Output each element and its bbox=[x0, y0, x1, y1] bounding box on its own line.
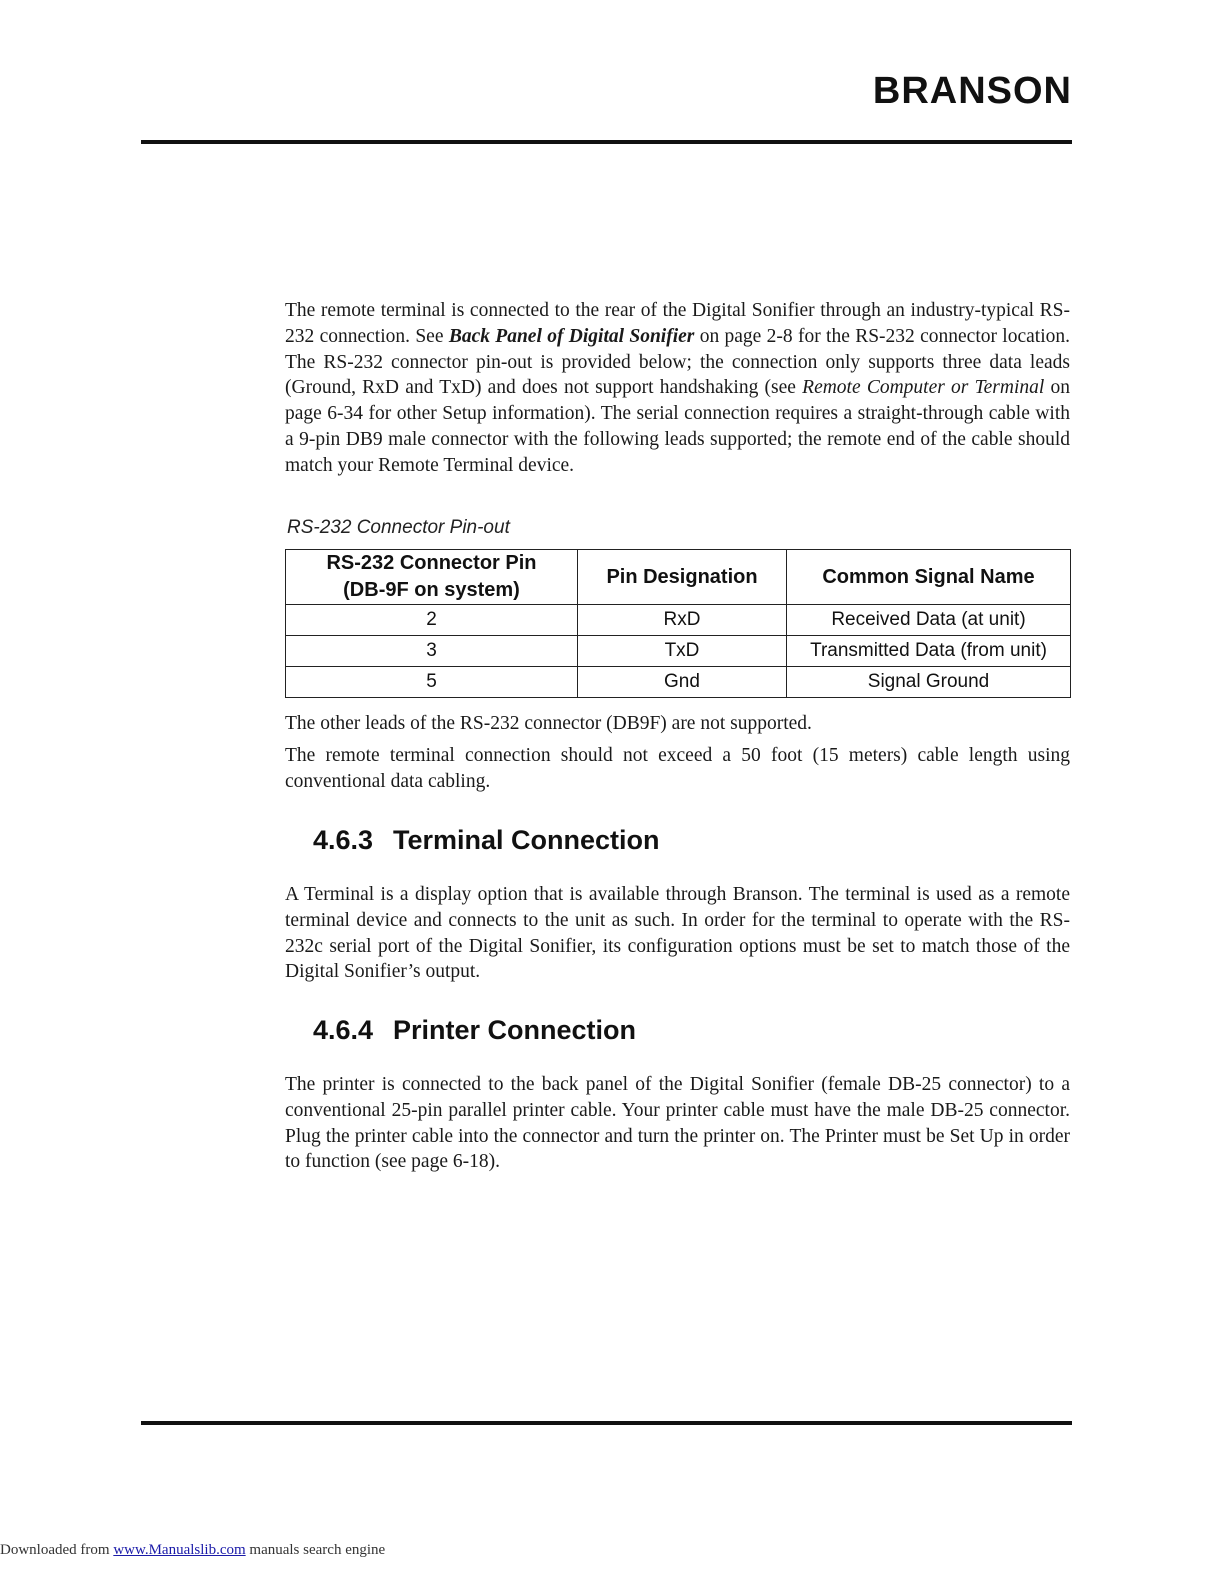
header-connector-pin bbox=[286, 550, 578, 605]
printer-section bbox=[285, 1072, 1070, 1175]
section-heading-terminal bbox=[313, 825, 660, 856]
table-row bbox=[286, 605, 1071, 636]
cell-signal: Signal Ground bbox=[787, 667, 1071, 698]
section-number: 4.6.4 bbox=[313, 1015, 374, 1045]
terminal-section bbox=[285, 882, 1070, 985]
footer-prefix: Downloaded from bbox=[0, 1542, 114, 1558]
remote-terminal-reference: Remote Computer or Terminal bbox=[802, 377, 1045, 399]
unsupported-leads-note: The other leads of the RS-232 connector (DB9F) are not supported. bbox=[285, 713, 812, 734]
intro-paragraph bbox=[285, 298, 1070, 479]
footer-suffix: manuals search engine bbox=[245, 1542, 386, 1558]
header-pin-designation: Pin Designation bbox=[578, 550, 787, 605]
header-pin-line1: RS-232 Connector Pin bbox=[326, 552, 537, 574]
table-row bbox=[286, 636, 1071, 667]
section-heading-printer bbox=[313, 1015, 636, 1046]
intro-text-3: on page 6-34 for other Setup information). The serial connection requires a straight-through cable with a 9-pin DB9 male connector with the following leads supported; the remote end of the cable should match your Remote Terminal device. bbox=[285, 377, 1071, 476]
branson-logo: BRANSON bbox=[872, 70, 1072, 112]
footer-rule bbox=[141, 1421, 1072, 1425]
cable-length-note: The remote terminal connection should not exceed a 50 foot (15 meters) cable length using conventional data cabling. bbox=[285, 744, 1070, 792]
header-pin-line2: (DB-9F on system) bbox=[343, 579, 520, 601]
table-header-row bbox=[286, 550, 1071, 605]
cell-designation: RxD bbox=[578, 605, 787, 636]
cell-pin: 5 bbox=[286, 667, 578, 698]
section-number: 4.6.3 bbox=[313, 825, 374, 855]
terminal-paragraph: A Terminal is a display option that is available through Branson. The terminal is used as a remote terminal device and connects to the unit as such. In order for the terminal to operate with the RS-232c serial port of the Digital Sonifier, its configuration options must be set to match those of the Digital Sonifier’s output. bbox=[285, 884, 1070, 983]
intro-section bbox=[285, 298, 1070, 479]
cell-designation: TxD bbox=[578, 636, 787, 667]
pinout-table bbox=[285, 549, 1071, 698]
download-footer bbox=[0, 1542, 385, 1559]
intro-text-1: The remote terminal is connected to the rear of the Digital Sonifier through an industry-typical RS-232 connection. See bbox=[285, 300, 1070, 347]
intro-text-2: on page 2-8 for the RS-232 connector location. The RS-232 connector pin-out is provided below; the connection only supports three data leads (Ground, RxD and TxD) and does not support handshaking (see bbox=[285, 325, 1070, 399]
printer-paragraph: The printer is connected to the back panel of the Digital Sonifier (female DB-25 connector) to a conventional 25-pin parallel printer cable. Your printer cable must have the male DB-25 connector. Plug the printer cable into the connector and turn the printer on. The Printer must be Set Up in order to function (see page 6-18). bbox=[285, 1074, 1070, 1173]
table-row bbox=[286, 667, 1071, 698]
cell-pin: 2 bbox=[286, 605, 578, 636]
back-panel-reference: Back Panel of Digital Sonifier bbox=[448, 325, 695, 347]
after-table-notes bbox=[285, 711, 1070, 794]
cell-pin: 3 bbox=[286, 636, 578, 667]
cell-signal: Transmitted Data (from unit) bbox=[787, 636, 1071, 667]
section-title: Terminal Connection bbox=[393, 825, 660, 855]
header-rule bbox=[141, 140, 1072, 144]
table-caption: RS-232 Connector Pin-out bbox=[287, 517, 510, 538]
section-title: Printer Connection bbox=[393, 1015, 637, 1045]
header-signal-name: Common Signal Name bbox=[787, 550, 1071, 605]
cell-designation: Gnd bbox=[578, 667, 787, 698]
cell-signal: Received Data (at unit) bbox=[787, 605, 1071, 636]
manualslib-link[interactable]: www.Manualslib.com bbox=[113, 1542, 246, 1558]
